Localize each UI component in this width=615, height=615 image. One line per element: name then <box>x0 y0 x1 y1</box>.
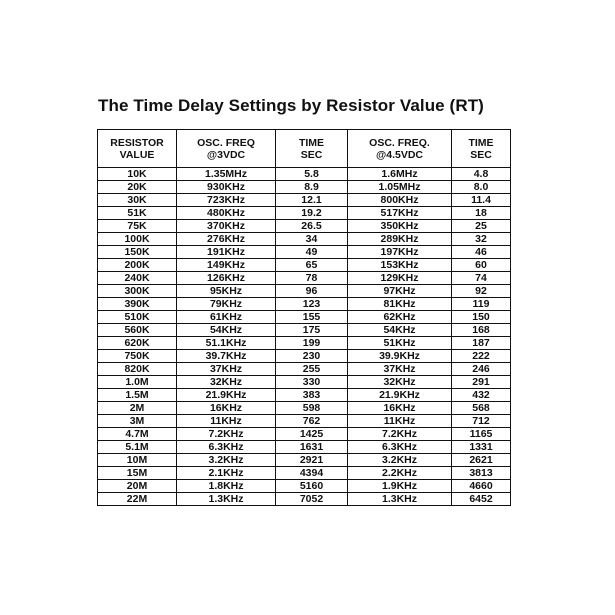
osc-freq-3vdc-cell: 149KHz <box>177 259 276 272</box>
time-sec-3vdc-cell: 65 <box>276 259 348 272</box>
time-sec-4-5vdc-cell: 568 <box>452 402 511 415</box>
time-sec-4-5vdc-cell: 2621 <box>452 454 511 467</box>
resistor-value-cell: 150K <box>98 246 177 259</box>
resistor-value-cell: 100K <box>98 233 177 246</box>
resistor-value-cell: 4.7M <box>98 428 177 441</box>
osc-freq-3vdc-cell: 480KHz <box>177 207 276 220</box>
osc-freq-4-5vdc-cell: 51KHz <box>348 337 452 350</box>
resistor-value-cell: 30K <box>98 194 177 207</box>
time-sec-3vdc-cell: 330 <box>276 376 348 389</box>
resistor-value-cell: 1.0M <box>98 376 177 389</box>
osc-freq-3vdc-cell: 79KHz <box>177 298 276 311</box>
time-sec-4-5vdc-cell: 4660 <box>452 480 511 493</box>
osc-freq-3vdc-cell: 3.2KHz <box>177 454 276 467</box>
table-title: The Time Delay Settings by Resistor Value (RT) <box>98 96 484 115</box>
resistor-value-cell: 51K <box>98 207 177 220</box>
resistor-value-cell: 10M <box>98 454 177 467</box>
table-row <box>98 285 511 298</box>
table-body <box>98 168 511 506</box>
table-row <box>98 207 511 220</box>
time-sec-4-5vdc-cell: 1331 <box>452 441 511 454</box>
osc-freq-4-5vdc-cell: 800KHz <box>348 194 452 207</box>
table-row <box>98 480 511 493</box>
osc-freq-4-5vdc-cell: 1.05MHz <box>348 181 452 194</box>
osc-freq-4-5vdc-cell: 81KHz <box>348 298 452 311</box>
time-sec-3vdc-cell: 34 <box>276 233 348 246</box>
osc-freq-4-5vdc-cell: 129KHz <box>348 272 452 285</box>
time-sec-4-5vdc-cell: 8.0 <box>452 181 511 194</box>
time-sec-4-5vdc-cell: 222 <box>452 350 511 363</box>
osc-freq-4-5vdc-cell: 1.3KHz <box>348 493 452 506</box>
table-row <box>98 246 511 259</box>
osc-freq-4-5vdc-cell: 54KHz <box>348 324 452 337</box>
resistor-value-cell: 3M <box>98 415 177 428</box>
resistor-value-cell: 75K <box>98 220 177 233</box>
osc-freq-4-5vdc-cell: 153KHz <box>348 259 452 272</box>
time-sec-4-5vdc-cell: 1165 <box>452 428 511 441</box>
time-sec-4-5vdc-cell: 60 <box>452 259 511 272</box>
resistor-value-cell: 15M <box>98 467 177 480</box>
table-row <box>98 493 511 506</box>
osc-freq-3vdc-cell: 37KHz <box>177 363 276 376</box>
osc-freq-3vdc-cell: 370KHz <box>177 220 276 233</box>
resistor-value-cell: 750K <box>98 350 177 363</box>
osc-freq-3vdc-cell: 61KHz <box>177 311 276 324</box>
table-row <box>98 467 511 480</box>
resistor-value-cell: 620K <box>98 337 177 350</box>
table-row <box>98 324 511 337</box>
osc-freq-4-5vdc-cell: 21.9KHz <box>348 389 452 402</box>
time-sec-3vdc-cell: 8.9 <box>276 181 348 194</box>
osc-freq-4-5vdc-cell: 350KHz <box>348 220 452 233</box>
osc-freq-3vdc-cell: 930KHz <box>177 181 276 194</box>
osc-freq-3vdc-cell: 191KHz <box>177 246 276 259</box>
resistor-value-cell: 2M <box>98 402 177 415</box>
time-sec-4-5vdc-cell: 74 <box>452 272 511 285</box>
osc-freq-3vdc-cell: 54KHz <box>177 324 276 337</box>
osc-freq-3vdc-cell: 6.3KHz <box>177 441 276 454</box>
table-row <box>98 441 511 454</box>
table-row <box>98 454 511 467</box>
table-row <box>98 376 511 389</box>
time-sec-3vdc-cell: 96 <box>276 285 348 298</box>
osc-freq-4-5vdc-cell: 32KHz <box>348 376 452 389</box>
time-sec-3vdc-cell: 26.5 <box>276 220 348 233</box>
osc-freq-4-5vdc-cell: 197KHz <box>348 246 452 259</box>
osc-freq-3vdc-cell: 1.8KHz <box>177 480 276 493</box>
table-row <box>98 168 511 181</box>
table-row <box>98 402 511 415</box>
table-row <box>98 233 511 246</box>
osc-freq-4-5vdc-cell: 11KHz <box>348 415 452 428</box>
time-sec-3vdc-cell: 175 <box>276 324 348 337</box>
osc-freq-4-5vdc-cell: 2.2KHz <box>348 467 452 480</box>
header-resistor-value: RESISTOR VALUE <box>98 130 177 168</box>
time-sec-3vdc-cell: 1631 <box>276 441 348 454</box>
table-row <box>98 428 511 441</box>
time-sec-3vdc-cell: 7052 <box>276 493 348 506</box>
resistor-value-cell: 560K <box>98 324 177 337</box>
osc-freq-3vdc-cell: 16KHz <box>177 402 276 415</box>
resistor-value-cell: 5.1M <box>98 441 177 454</box>
time-sec-3vdc-cell: 5.8 <box>276 168 348 181</box>
resistor-value-cell: 10K <box>98 168 177 181</box>
resistor-value-cell: 240K <box>98 272 177 285</box>
header-time-sec-3vdc: TIME SEC <box>276 130 348 168</box>
resistor-value-cell: 20M <box>98 480 177 493</box>
time-sec-4-5vdc-cell: 4.8 <box>452 168 511 181</box>
table-row <box>98 272 511 285</box>
osc-freq-3vdc-cell: 126KHz <box>177 272 276 285</box>
osc-freq-3vdc-cell: 723KHz <box>177 194 276 207</box>
resistor-value-cell: 820K <box>98 363 177 376</box>
osc-freq-3vdc-cell: 2.1KHz <box>177 467 276 480</box>
osc-freq-4-5vdc-cell: 16KHz <box>348 402 452 415</box>
time-sec-3vdc-cell: 2921 <box>276 454 348 467</box>
time-sec-4-5vdc-cell: 25 <box>452 220 511 233</box>
osc-freq-4-5vdc-cell: 62KHz <box>348 311 452 324</box>
resistor-value-cell: 300K <box>98 285 177 298</box>
osc-freq-4-5vdc-cell: 39.9KHz <box>348 350 452 363</box>
time-sec-3vdc-cell: 1425 <box>276 428 348 441</box>
osc-freq-3vdc-cell: 32KHz <box>177 376 276 389</box>
time-sec-3vdc-cell: 383 <box>276 389 348 402</box>
osc-freq-3vdc-cell: 1.35MHz <box>177 168 276 181</box>
osc-freq-4-5vdc-cell: 289KHz <box>348 233 452 246</box>
time-sec-4-5vdc-cell: 6452 <box>452 493 511 506</box>
osc-freq-4-5vdc-cell: 3.2KHz <box>348 454 452 467</box>
resistor-value-cell: 390K <box>98 298 177 311</box>
time-sec-4-5vdc-cell: 150 <box>452 311 511 324</box>
osc-freq-3vdc-cell: 39.7KHz <box>177 350 276 363</box>
time-sec-4-5vdc-cell: 432 <box>452 389 511 402</box>
time-sec-4-5vdc-cell: 3813 <box>452 467 511 480</box>
osc-freq-4-5vdc-cell: 37KHz <box>348 363 452 376</box>
resistor-value-cell: 1.5M <box>98 389 177 402</box>
osc-freq-4-5vdc-cell: 97KHz <box>348 285 452 298</box>
table-header-row <box>98 130 511 168</box>
table-row <box>98 259 511 272</box>
osc-freq-3vdc-cell: 7.2KHz <box>177 428 276 441</box>
table-row <box>98 337 511 350</box>
time-sec-3vdc-cell: 78 <box>276 272 348 285</box>
resistor-value-cell: 510K <box>98 311 177 324</box>
time-sec-4-5vdc-cell: 119 <box>452 298 511 311</box>
time-sec-4-5vdc-cell: 168 <box>452 324 511 337</box>
table-row <box>98 363 511 376</box>
time-sec-3vdc-cell: 5160 <box>276 480 348 493</box>
osc-freq-3vdc-cell: 11KHz <box>177 415 276 428</box>
osc-freq-3vdc-cell: 51.1KHz <box>177 337 276 350</box>
time-sec-4-5vdc-cell: 11.4 <box>452 194 511 207</box>
osc-freq-3vdc-cell: 21.9KHz <box>177 389 276 402</box>
time-sec-3vdc-cell: 598 <box>276 402 348 415</box>
table-row <box>98 298 511 311</box>
osc-freq-3vdc-cell: 1.3KHz <box>177 493 276 506</box>
osc-freq-4-5vdc-cell: 1.9KHz <box>348 480 452 493</box>
resistor-value-cell: 200K <box>98 259 177 272</box>
time-sec-3vdc-cell: 123 <box>276 298 348 311</box>
time-sec-4-5vdc-cell: 92 <box>452 285 511 298</box>
time-sec-4-5vdc-cell: 18 <box>452 207 511 220</box>
osc-freq-4-5vdc-cell: 7.2KHz <box>348 428 452 441</box>
header-osc-freq-4-5vdc: OSC. FREQ. @4.5VDC <box>348 130 452 168</box>
table-row <box>98 311 511 324</box>
table-row <box>98 220 511 233</box>
time-sec-3vdc-cell: 49 <box>276 246 348 259</box>
header-time-sec-4-5vdc: TIME SEC <box>452 130 511 168</box>
time-sec-4-5vdc-cell: 246 <box>452 363 511 376</box>
osc-freq-4-5vdc-cell: 6.3KHz <box>348 441 452 454</box>
time-sec-3vdc-cell: 255 <box>276 363 348 376</box>
table-row <box>98 415 511 428</box>
osc-freq-4-5vdc-cell: 517KHz <box>348 207 452 220</box>
header-osc-freq-3vdc: OSC. FREQ @3VDC <box>177 130 276 168</box>
time-sec-3vdc-cell: 12.1 <box>276 194 348 207</box>
resistor-value-cell: 22M <box>98 493 177 506</box>
time-delay-table <box>97 129 511 506</box>
time-sec-4-5vdc-cell: 187 <box>452 337 511 350</box>
osc-freq-4-5vdc-cell: 1.6MHz <box>348 168 452 181</box>
time-sec-4-5vdc-cell: 32 <box>452 233 511 246</box>
time-sec-4-5vdc-cell: 291 <box>452 376 511 389</box>
osc-freq-3vdc-cell: 276KHz <box>177 233 276 246</box>
time-sec-3vdc-cell: 762 <box>276 415 348 428</box>
time-sec-3vdc-cell: 230 <box>276 350 348 363</box>
time-sec-3vdc-cell: 19.2 <box>276 207 348 220</box>
time-sec-3vdc-cell: 199 <box>276 337 348 350</box>
table-row <box>98 181 511 194</box>
table-row <box>98 389 511 402</box>
table-row <box>98 350 511 363</box>
time-sec-4-5vdc-cell: 712 <box>452 415 511 428</box>
time-sec-3vdc-cell: 4394 <box>276 467 348 480</box>
table-row <box>98 194 511 207</box>
time-sec-4-5vdc-cell: 46 <box>452 246 511 259</box>
resistor-value-cell: 20K <box>98 181 177 194</box>
time-sec-3vdc-cell: 155 <box>276 311 348 324</box>
osc-freq-3vdc-cell: 95KHz <box>177 285 276 298</box>
